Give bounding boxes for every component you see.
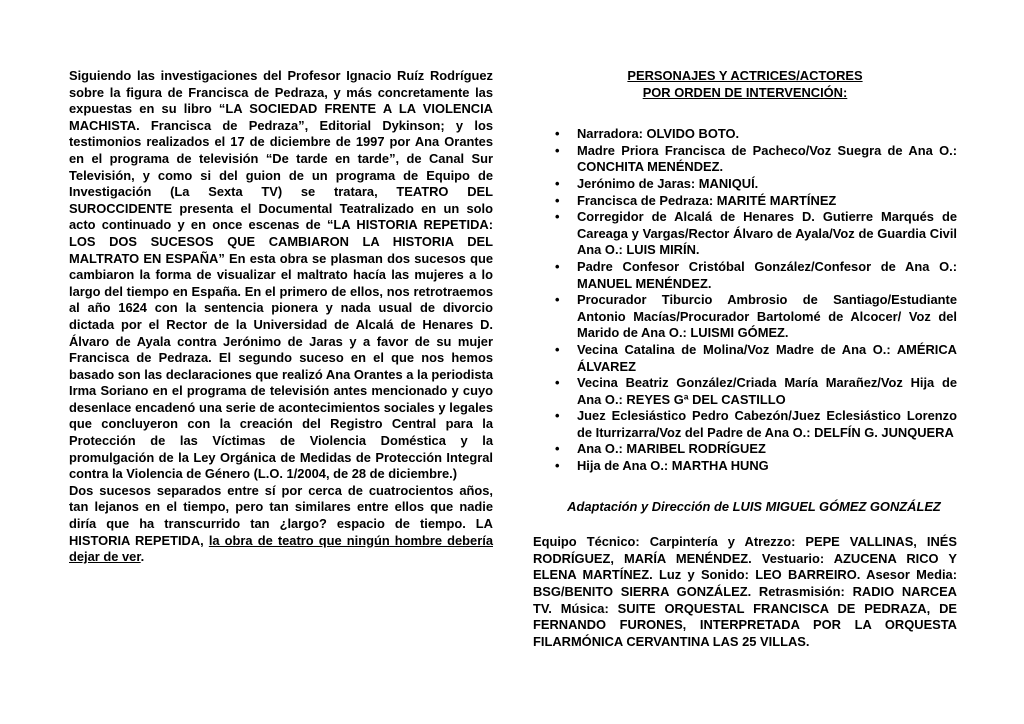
closing-period: . [140,549,145,565]
left-column [69,68,493,566]
cast-heading-line-2: POR ORDEN DE INTERVENCIÓN: [642,84,848,100]
cast-list-item: • Narradora: OLVIDO BOTO. [577,126,957,143]
cast-list-item: • Madre Priora Francisca de Pacheco/Voz Suegra de Ana O.: CONCHITA MENÉNDEZ. [577,143,957,176]
cast-list-item: • Jerónimo de Jaras: MANIQUÍ. [577,176,957,193]
cast-list-item: • Francisca de Pedraza: MARITÉ MARTÍNEZ [577,193,957,210]
intro-paragraph: Siguiendo las investigaciones del Profesor Ignacio Ruíz Rodríguez sobre la figura de Francisca de Pedraza, y más concretamente las expuestas en su libro “LA SOCIEDAD FRENTE A LA VIOLENCIA MACHISTA. Francisca de Pedraza”, Editorial Dykinson; y los testimonios realizados el 17 de diciembre de 1997 por Ana Orantes en el programa de televisión “De tarde en tarde”, de Canal Sur Televisión, y como si del guion de un programa de Equipo de Investigación (La Sexta TV) se tratara, TEATRO DEL SUROCCIDENTE presenta el Documental Teatralizado en un solo acto continuado y en once escenas de “LA HISTORIA REPETIDA: LOS DOS SUCESOS QUE CAMBIARON LA HISTORIA DEL MALTRATO EN ESPAÑA” En esta obra se plasman dos sucesos que cambiaron la forma de visualizar el maltrato hacía las mujeres a lo largo del tiempo en España. En el primero de ellos, nos retrotraemos al año 1624 con la sentencia pionera y nada usual de divorcio dictada por el Rector de la Universidad de Alcalá de Henares D. Álvaro de Ayala contra Jerónimo de Jaras y a favor de su mujer Francisca de Pedraza. El segundo suceso en el que nos hemos basado son las declaraciones que realizó Ana Orantes a la periodista Irma Soriano en el programa de televisión antes mencionado y cuyo desenlace encadenó una serie de acontecimientos sociales y legales que concluyeron con la creación del Registro Central para la Protección de las Víctimas de Violencia Doméstica y la promulgación de la Ley Orgánica de Medidas de Protección Integral contra la Violencia de Género (L.O. 1/2004, de 28 de diciembre.) [69,68,493,482]
cast-list-item: • Corregidor de Alcalá de Henares D. Gutierre Marqués de Careaga y Vargas/Rector Álvaro de Ayala/Voz de Guardia Civil Ana O.: LUIS MIRÍN. [577,209,957,259]
cast-list [533,126,957,474]
cast-heading [533,68,957,101]
closing-underlined-text: la obra de teatro que ningún hombre debería dejar de ver [69,532,493,565]
right-column [533,68,957,650]
cast-list-item: • Procurador Tiburcio Ambrosio de Santiago/Estudiante Antonio Macías/Procurador Bartolomé de Alcocer/ Voz del Marido de Ana O.: LUISMI GÓMEZ. [577,292,957,342]
cast-list-item: • Hija de Ana O.: MARTHA HUNG [577,458,957,475]
cast-list-item: • Vecina Catalina de Molina/Voz Madre de Ana O.: AMÉRICA ÁLVAREZ [577,342,957,375]
cast-list-item: • Juez Eclesiástico Pedro Cabezón/Juez Eclesiástico Lorenzo de Iturrizarra/Voz del Padre de Ana O.: DELFÍN G. JUNQUERA [577,408,957,441]
direction-credit: Adaptación y Dirección de LUIS MIGUEL GÓMEZ GONZÁLEZ [567,498,941,514]
closing-text: Dos sucesos separados entre sí por cerca de cuatrocientos años, tan lejanos en el tiempo, pero tan similares entre ellos que nadie diría que ha transcurrido tan ¿largo? espacio de tiempo. LA HISTORIA REPETIDA, [69,482,493,548]
cast-list-item: • Vecina Beatriz González/Criada María Marañez/Voz Hija de Ana O.: REYES Gª DEL CASTILLO [577,375,957,408]
cast-heading-line-1: PERSONAJES Y ACTRICES/ACTORES [627,68,863,83]
technical-credits: Equipo Técnico: Carpintería y Atrezzo: PEPE VALLINAS, INÉS RODRÍGUEZ, MARÍA MENÉNDEZ. Vestuario: AZUCENA RICO Y ELENA MARTÍNEZ. Luz y Sonido: LEO BARREIRO. Asesor Media: BSG/BENITO SIERRA GONZÁLEZ. Retrasmisión: RADIO NARCEA TV. Música: SUITE ORQUESTAL FRANCISCA DE PEDRAZA, DE FERNANDO FURONES, INTERPRETADA POR LA ORQUESTA FILARMÓNICA CERVANTINA LAS 25 VILLAS. [533,534,957,649]
cast-list-item: • Padre Confesor Cristóbal González/Confesor de Ana O.: MANUEL MENÉNDEZ. [577,259,957,292]
cast-list-item: • Ana O.: MARIBEL RODRÍGUEZ [577,441,957,458]
closing-paragraph [69,483,493,566]
